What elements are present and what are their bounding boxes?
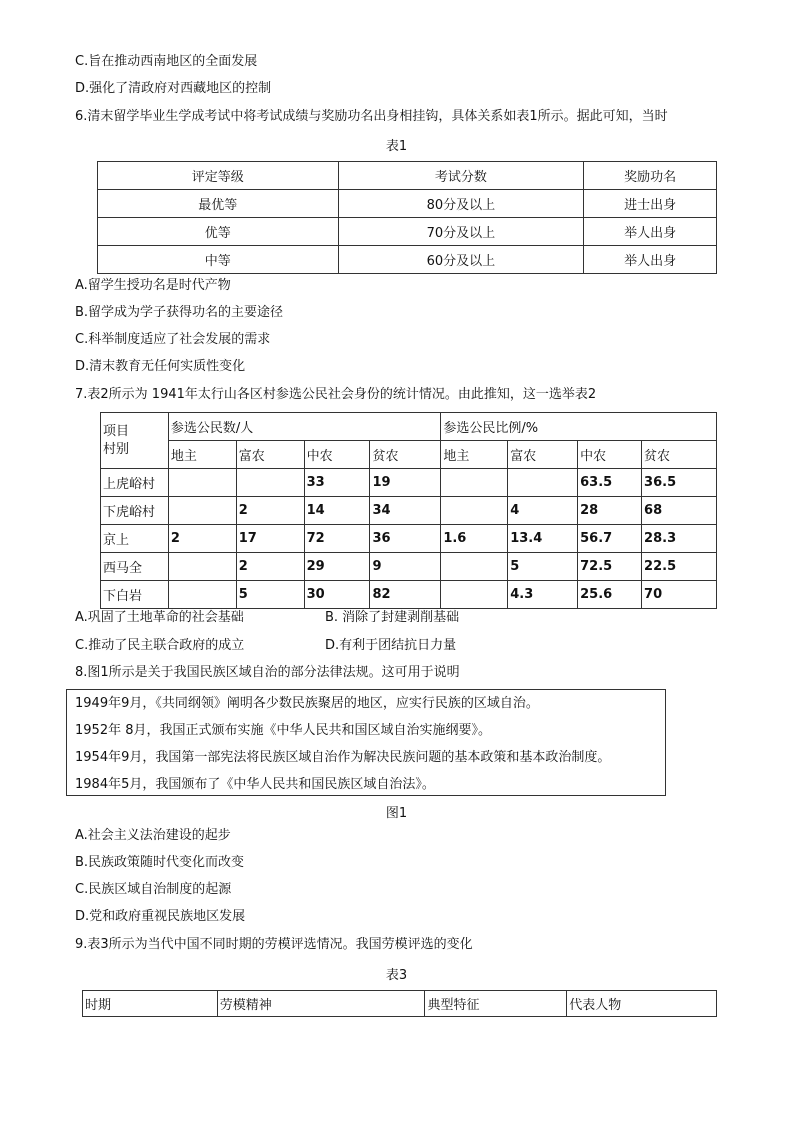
table-cell: 下白岩 [101, 581, 169, 609]
table-cell: 进士出身 [584, 190, 717, 218]
table-cell: 30 [304, 581, 370, 609]
table-cell [508, 469, 578, 497]
table-cell: 36.5 [642, 469, 717, 497]
table-cell [236, 469, 304, 497]
q6-option-b: B.留学成为学子获得功名的主要途径 [75, 305, 284, 320]
table-cell: 1.6 [441, 525, 508, 553]
table-cell [441, 553, 508, 581]
table-cell: 2 [236, 497, 304, 525]
table-cell [168, 581, 236, 609]
corner-top-label: 项目 [103, 423, 130, 439]
q7-option-b: B. 消除了封建剥削基础 [325, 610, 460, 625]
table-header-cell: 中农 [578, 441, 642, 469]
table-header-cell: 富农 [508, 441, 578, 469]
q6-option-d: D.清末教育无任何实质性变化 [75, 359, 246, 374]
table-cell: 4 [508, 497, 578, 525]
table-header-cell: 贫农 [642, 441, 717, 469]
q6-option-a: A.留学生授功名是时代产物 [75, 278, 231, 293]
table-cell: 17 [236, 525, 304, 553]
table-cell: 2 [236, 553, 304, 581]
table-group-header: 参选公民数/人 [168, 413, 440, 441]
table-header-row [98, 162, 717, 190]
table-corner-cell [101, 413, 169, 469]
table-cell: 28.3 [642, 525, 717, 553]
table-cell: 9 [370, 553, 441, 581]
table-header-cell: 贫农 [370, 441, 441, 469]
table-cell: 33 [304, 469, 370, 497]
table-header-cell: 劳模精神 [217, 991, 425, 1017]
table-header-cell: 时期 [83, 991, 218, 1017]
q7-option-c: C.推动了民主联合政府的成立 [75, 638, 245, 653]
table-header-cell: 代表人物 [567, 991, 717, 1017]
table-header-cell: 中农 [304, 441, 370, 469]
law-line: 1949年9月，《共同纲领》阐明各少数民族聚居的地区，应实行民族的区域自治。 [75, 696, 539, 711]
table-cell: 最优等 [98, 190, 339, 218]
q6-table-title: 表1 [385, 139, 408, 154]
table-header-cell: 评定等级 [98, 162, 339, 190]
table-cell: 72.5 [578, 553, 642, 581]
table-cell: 68 [642, 497, 717, 525]
table-header-row [101, 441, 717, 469]
q5-option-c: C.旨在推动西南地区的全面发展 [75, 54, 258, 69]
table-cell: 13.4 [508, 525, 578, 553]
table-cell: 举人出身 [584, 218, 717, 246]
q7-stem: 7.表2所示为 1941年太行山各区村参选公民社会身份的统计情况。由此推知，这一选举表2 [75, 387, 597, 402]
table-cell: 36 [370, 525, 441, 553]
q9-stem: 9.表3所示为当代中国不同时期的劳模评选情况。我国劳模评选的变化 [75, 937, 473, 952]
table-header-cell: 考试分数 [338, 162, 584, 190]
q8-option-a: A.社会主义法治建设的起步 [75, 828, 231, 843]
table-cell: 22.5 [642, 553, 717, 581]
table-cell: 28 [578, 497, 642, 525]
table-header-cell: 地主 [441, 441, 508, 469]
table-cell: 2 [168, 525, 236, 553]
table-header-cell: 典型特征 [425, 991, 567, 1017]
table-header-cell: 地主 [168, 441, 236, 469]
table-cell: 29 [304, 553, 370, 581]
table-row [101, 469, 717, 497]
table-cell: 80分及以上 [338, 190, 584, 218]
table-cell: 中等 [98, 246, 339, 274]
table-cell: 25.6 [578, 581, 642, 609]
q8-law-box [66, 689, 666, 796]
corner-bottom-label: 村别 [103, 441, 130, 457]
table-header-cell: 奖励功名 [584, 162, 717, 190]
table-header-cell: 富农 [236, 441, 304, 469]
q6-option-c: C.科举制度适应了社会发展的需求 [75, 332, 271, 347]
table-group-header-row [101, 413, 717, 441]
table-cell: 举人出身 [584, 246, 717, 274]
law-line: 1952年 8月，我国正式颁布实施《中华人民共和国区域自治实施纲要》。 [75, 723, 491, 738]
table-cell: 82 [370, 581, 441, 609]
table-row [98, 190, 717, 218]
table-cell [168, 469, 236, 497]
table-cell: 京上 [101, 525, 169, 553]
table-cell: 72 [304, 525, 370, 553]
table-cell: 5 [236, 581, 304, 609]
q7-option-d: D.有利于团结抗日力量 [325, 638, 457, 653]
table-group-header: 参选公民比例/% [441, 413, 717, 441]
table-cell: 63.5 [578, 469, 642, 497]
q8-stem: 8.图1所示是关于我国民族区域自治的部分法律法规。这可用于说明 [75, 665, 460, 680]
table-cell: 上虎峪村 [101, 469, 169, 497]
table-row [101, 553, 717, 581]
q6-table [97, 161, 717, 274]
table-row [101, 497, 717, 525]
table-cell [168, 497, 236, 525]
table-cell [168, 553, 236, 581]
table-cell [441, 469, 508, 497]
table-row [98, 246, 717, 274]
q5-option-d: D.强化了清政府对西藏地区的控制 [75, 81, 272, 96]
table-cell: 34 [370, 497, 441, 525]
law-line: 1954年9月，我国第一部宪法将民族区域自治作为解决民族问题的基本政策和基本政治制度。 [75, 750, 611, 765]
table-cell: 19 [370, 469, 441, 497]
table-header-row [83, 991, 717, 1017]
q8-figure-caption: 图1 [385, 806, 408, 821]
table-cell: 4.3 [508, 581, 578, 609]
table-cell: 70 [642, 581, 717, 609]
q7-table [100, 412, 717, 609]
table-row [98, 218, 717, 246]
table-row [101, 525, 717, 553]
q8-option-d: D.党和政府重视民族地区发展 [75, 909, 246, 924]
table-cell: 70分及以上 [338, 218, 584, 246]
q8-option-c: C.民族区域自治制度的起源 [75, 882, 232, 897]
q7-option-a: A.巩固了土地革命的社会基础 [75, 610, 244, 625]
table-cell: 56.7 [578, 525, 642, 553]
law-line: 1984年5月，我国颁布了《中华人民共和国民族区域自治法》。 [75, 777, 435, 792]
table-cell [441, 581, 508, 609]
q9-table-title: 表3 [385, 968, 408, 983]
table-cell: 优等 [98, 218, 339, 246]
q6-stem: 6.清末留学毕业生学成考试中将考试成绩与奖励功名出身相挂钩，具体关系如表1所示。据此可知，当时 [75, 109, 668, 124]
table-cell: 60分及以上 [338, 246, 584, 274]
table-cell: 5 [508, 553, 578, 581]
table-row [101, 581, 717, 609]
table-cell [441, 497, 508, 525]
table-cell: 下虎峪村 [101, 497, 169, 525]
q9-table [82, 990, 717, 1017]
table-cell: 14 [304, 497, 370, 525]
table-cell: 西马全 [101, 553, 169, 581]
q8-option-b: B.民族政策随时代变化而改变 [75, 855, 245, 870]
